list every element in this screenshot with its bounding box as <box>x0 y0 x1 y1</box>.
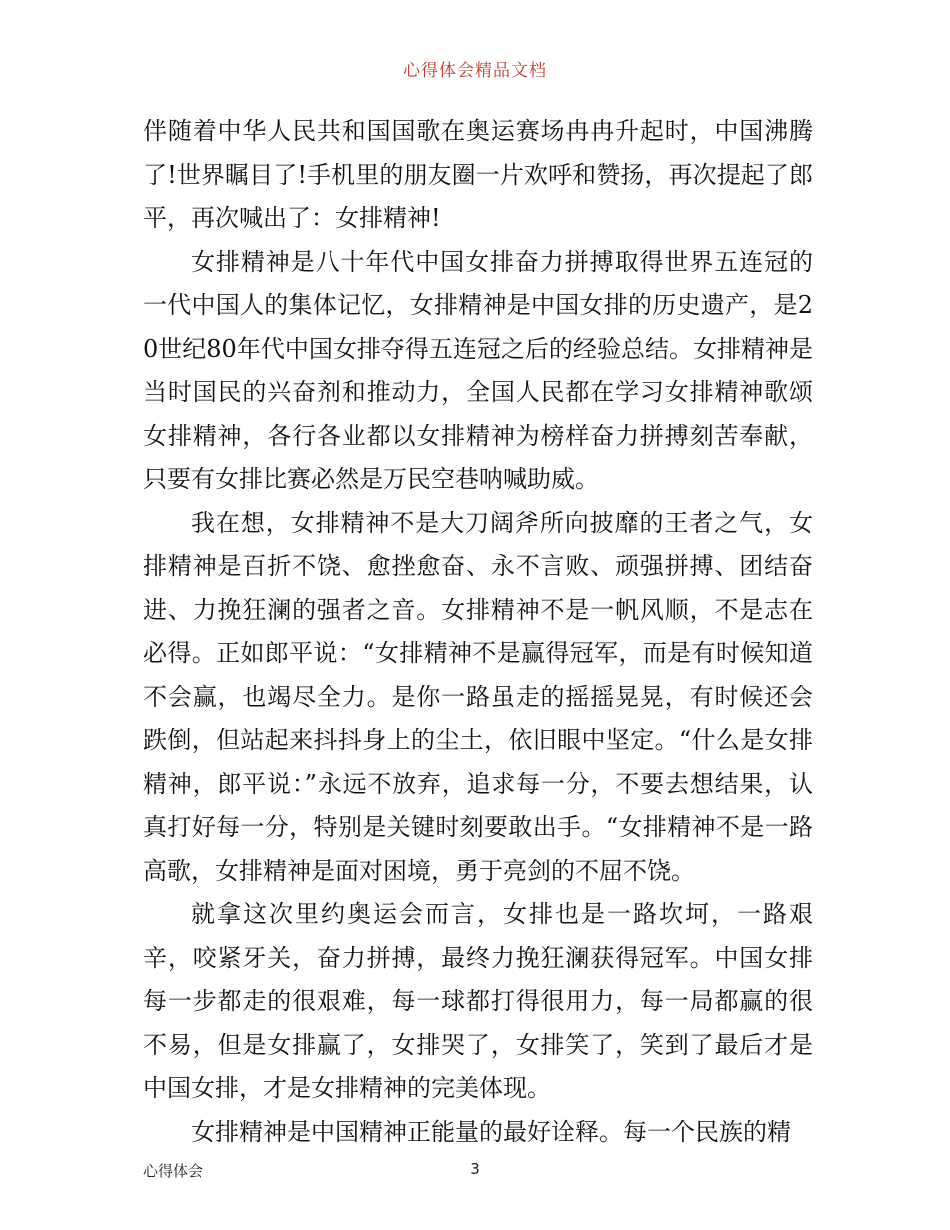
paragraph-3: 我在想，女排精神不是大刀阔斧所向披靡的王者之气，女排精神是百折不饶、愈挫愈奋、永不言败、顽强拼搏、团结奋进、力挽狂澜的强者之音。女排精神不是一帆风顺，不是志在必得。正如郎平说：“女排精神不是赢得冠军，而是有时候知道不会赢，也竭尽全力。是你一路虽走的摇摇晃晃，有时候还会跌倒，但站起来抖抖身上的尘土，依旧眼中坚定。“什么是女排精神，郎平说：”永远不放弃，追求每一分，不要去想结果，认真打好每一分，特别是关键时刻要敢出手。“女排精神不是一路高歌，女排精神是面对困境，勇于亮剑的不屈不饶。 <box>143 508 813 885</box>
footer-label: 心得体会 <box>143 1162 204 1180</box>
paragraph-1: 伴随着中华人民共和国国歌在奥运赛场冉冉升起时，中国沸腾了!世界瞩目了!手机里的朋友圈一片欢呼和赞扬，再次提起了郎平，再次喊出了：女排精神! <box>143 117 813 232</box>
document-header-title: 心得体会精品文档 <box>403 61 547 81</box>
paragraph-4: 就拿这次里约奥运会而言，女排也是一路坎坷，一路艰辛，咬紧牙关，奋力拼搏，最终力挽狂澜获得冠军。中国女排每一步都走的很艰难，每一球都打得很用力，每一局都赢的很不易，但是女排赢了，女排哭了，女排笑了，笑到了最后才是中国女排，才是女排精神的完美体现。 <box>143 900 813 1102</box>
page-number: 3 <box>470 1160 480 1178</box>
document-body <box>143 110 813 1154</box>
paragraph-2: 女排精神是八十年代中国女排奋力拼搏取得世界五连冠的一代中国人的集体记忆，女排精神是中国女排的历史遗产，是20世纪80年代中国女排夺得五连冠之后的经验总结。女排精神是当时国民的兴奋剂和推动力，全国人民都在学习女排精神歌颂女排精神，各行各业都以女排精神为榜样奋力拼搏刻苦奉献，只要有女排比赛必然是万民空巷呐喊助威。 <box>143 247 813 493</box>
paragraph-5: 女排精神是中国精神正能量的最好诠释。每一个民族的精 <box>191 1117 791 1146</box>
